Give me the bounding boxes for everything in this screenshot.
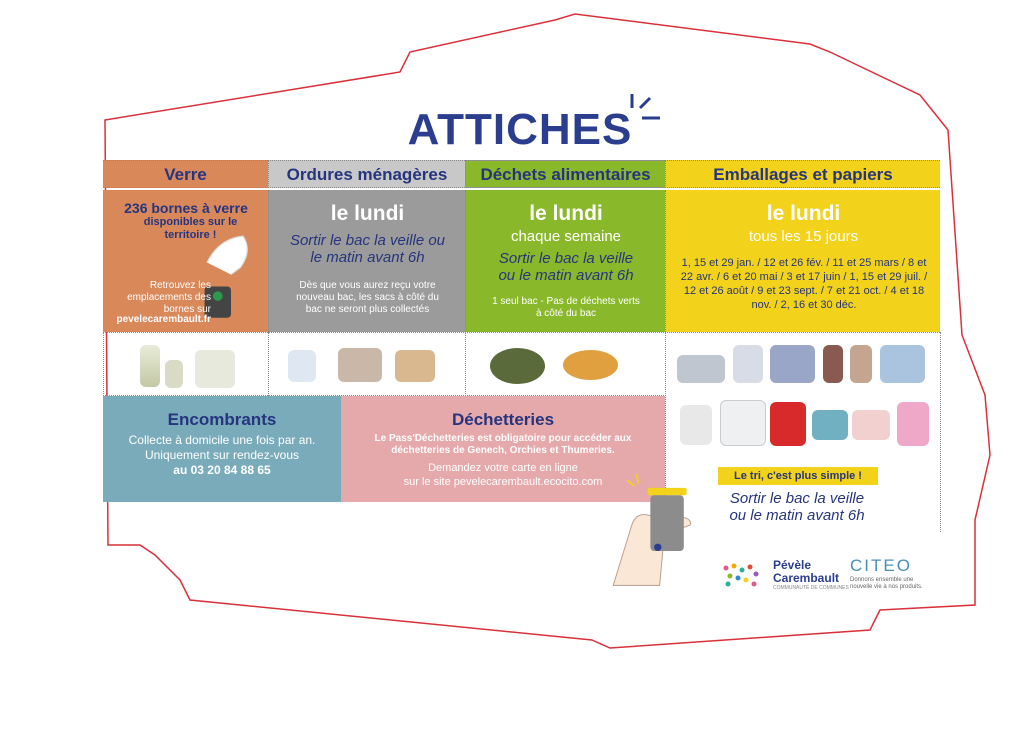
pevele-line2: Carembault bbox=[773, 571, 840, 585]
verre-note: Retrouvez les emplacements des bornes sur bbox=[127, 280, 211, 315]
emballages-tagline: Le tri, c'est plus simple ! bbox=[718, 467, 878, 485]
divider bbox=[940, 332, 941, 532]
emballages-day: le lundi bbox=[766, 202, 841, 225]
emballages-frequency: tous les 15 jours bbox=[748, 228, 859, 245]
ordures-instruction: Sortir le bac la veille ou le matin avant 6h bbox=[289, 232, 446, 266]
decheteries-text: Le Pass'Déchetteries est obligatoire pour accéder aux déchetteries de Genech, Orchies et Thumeries. bbox=[374, 433, 632, 456]
backpack-icon bbox=[897, 402, 929, 446]
citeo-sub: Donnons ensemble une nouvelle vie à nos produits. bbox=[850, 577, 923, 590]
wrapper-icon bbox=[812, 410, 848, 440]
header-ordures-label: Ordures ménagères bbox=[286, 165, 448, 184]
divider bbox=[268, 332, 269, 396]
sparkle-icon bbox=[620, 86, 670, 136]
dechets-panel bbox=[465, 190, 665, 332]
dechets-frequency: chaque semaine bbox=[510, 228, 622, 245]
newspapers-icon bbox=[677, 355, 725, 383]
ordures-panel bbox=[268, 190, 465, 332]
header-emballages bbox=[665, 160, 940, 188]
emballages-instruction: Sortir le bac la veille ou le matin avant 6h bbox=[729, 490, 865, 524]
carton-icon bbox=[733, 345, 763, 383]
decheteries-title: Déchetteries bbox=[451, 410, 555, 429]
decheteries-line2[interactable]: sur le site pevelecarembault.ecocito.com bbox=[403, 476, 603, 488]
header-dechets bbox=[465, 160, 665, 188]
vacuum-bag-icon bbox=[395, 350, 435, 382]
emballages-panel bbox=[665, 190, 940, 332]
verre-headline: 236 bornes à verre bbox=[124, 200, 248, 216]
glass-jars-icon bbox=[195, 350, 235, 388]
diaper-icon bbox=[288, 350, 316, 382]
encombrants-line2: Uniquement sur rendez-vous bbox=[144, 448, 300, 462]
fruit-peel-icon bbox=[563, 350, 618, 380]
header-dechets-label: Déchets alimentaires bbox=[480, 165, 651, 184]
header-verre bbox=[103, 160, 268, 188]
encombrants-line1: Collecte à domicile une fois par an. bbox=[128, 433, 316, 447]
verre-panel bbox=[103, 190, 268, 332]
verre-sub: disponibles sur le territoire ! bbox=[143, 216, 238, 241]
emballages-dates: 1, 15 et 29 jan. / 12 et 26 fév. / 11 et 25 mars / 8 et 22 avr. / 6 et 20 mai / 3 et 17 juin / 1, 15 et 29 juil. / 12 et 26 août / 9 et 23 sept. / 7 et 21 oct. / 4 et 18 nov. / 2, 16 et 30 déc. bbox=[680, 257, 928, 311]
litter-tray-icon bbox=[338, 348, 382, 382]
citeo-logo: CITEO bbox=[850, 556, 912, 575]
plastic-tray-icon bbox=[720, 400, 766, 446]
verre-link[interactable]: pevelecarembault.fr bbox=[116, 314, 211, 325]
divider bbox=[465, 332, 466, 396]
dechets-instruction: Sortir le bac la veille ou le matin avant 6h bbox=[498, 250, 634, 284]
plastic-bottles-icon bbox=[880, 345, 925, 383]
food-scraps-icon bbox=[490, 348, 545, 384]
page-title: ATTICHES bbox=[407, 105, 633, 154]
encombrants-title: Encombrants bbox=[167, 410, 277, 429]
hand-with-bin-icon bbox=[600, 460, 710, 590]
decheteries-line1: Demandez votre carte en ligne bbox=[428, 462, 578, 474]
encombrants-panel bbox=[103, 396, 341, 502]
header-verre-label: Verre bbox=[164, 165, 207, 184]
cans-icon bbox=[823, 345, 843, 383]
glass-bottle-icon bbox=[140, 345, 160, 387]
pevele-line1: Pévèle bbox=[773, 558, 812, 572]
dechets-note: 1 seul bac - Pas de déchets verts à côté du bac bbox=[492, 296, 640, 319]
header-ordures bbox=[268, 160, 465, 188]
yogurt-pot-icon bbox=[680, 405, 712, 445]
encombrants-phone[interactable]: au 03 20 84 88 65 bbox=[173, 463, 271, 477]
plastic-film-icon bbox=[852, 410, 890, 440]
header-emballages-label: Emballages et papiers bbox=[713, 165, 893, 184]
pevele-sub: COMMUNAUTÉ DE COMMUNES bbox=[773, 585, 849, 591]
pevele-logo-icon bbox=[720, 560, 770, 590]
glass-jar-icon bbox=[165, 360, 183, 388]
ordures-day: le lundi bbox=[330, 202, 405, 225]
boxes-icon bbox=[770, 345, 815, 383]
chips-bag-icon bbox=[770, 402, 806, 446]
ordures-note: Dès que vous aurez reçu votre nouveau bac, les sacs à côté du bac ne seront plus collectés bbox=[296, 280, 439, 315]
dechets-day: le lundi bbox=[529, 202, 603, 225]
spray-can-icon bbox=[850, 345, 872, 383]
